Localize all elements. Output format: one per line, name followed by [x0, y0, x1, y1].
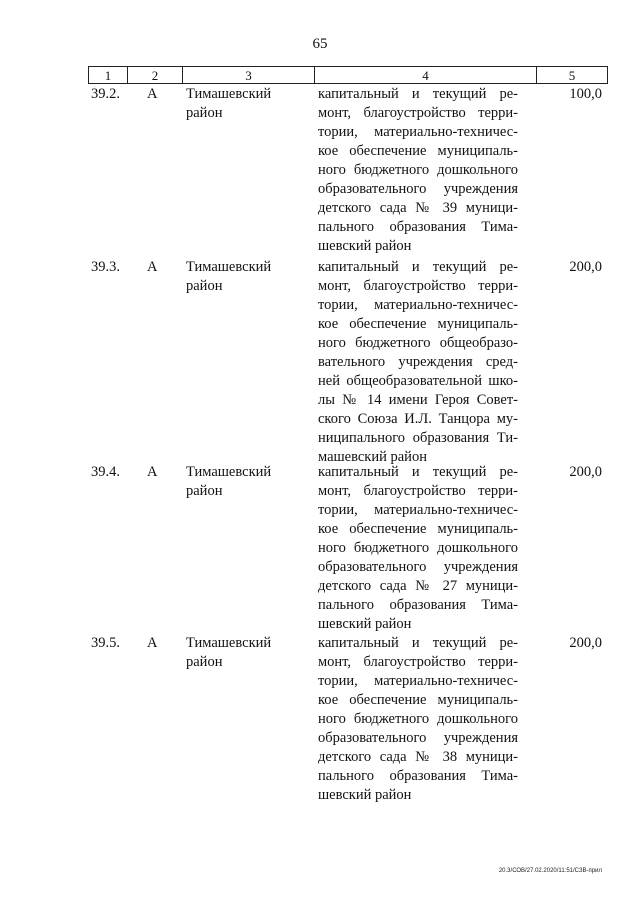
row-category: А — [147, 464, 158, 480]
description-line: ного бюджетного дошкольного — [318, 540, 518, 556]
description-line: тории, материально-техничес- — [318, 297, 518, 313]
description-line: кое обеспечение муниципаль- — [318, 316, 518, 332]
district-line: Тимашевский — [186, 635, 272, 651]
district-line: район — [186, 483, 223, 499]
row-number: 39.5. — [91, 635, 120, 651]
district-line: район — [186, 278, 223, 294]
district-line: район — [186, 654, 223, 670]
description-line: ниципального образования Ти- — [318, 430, 518, 446]
row-district — [186, 463, 296, 501]
header-col-4: 4 — [315, 67, 537, 83]
description-line: детского сада № 39 муници- — [318, 200, 518, 216]
description-line: ней общеобразовательной шко- — [318, 373, 518, 389]
header-col-1: 1 — [89, 67, 128, 83]
description-line: ного бюджетного дошкольного — [318, 711, 518, 727]
description-line: капитальный и текущий ре- — [318, 86, 518, 102]
description-line: кое обеспечение муниципаль- — [318, 143, 518, 159]
row-description — [318, 258, 518, 467]
row-amount: 200,0 — [569, 464, 602, 480]
header-col-5: 5 — [568, 68, 576, 83]
description-line: капитальный и текущий ре- — [318, 259, 518, 275]
row-district — [186, 634, 296, 672]
district-line: Тимашевский — [186, 259, 272, 275]
description-line: кое обеспечение муниципаль- — [318, 692, 518, 708]
row-amount: 100,0 — [569, 86, 602, 102]
table-header — [88, 66, 608, 84]
description-line: пального образования Тима- — [318, 597, 518, 613]
description-line: ского Союза И.Л. Танцора му- — [318, 411, 518, 427]
row-category: А — [147, 259, 158, 275]
description-line: образовательного учреждения — [318, 730, 518, 746]
row-district — [186, 85, 296, 123]
header-col-2: 2 — [128, 67, 183, 83]
description-line: монт, благоустройство терри- — [318, 105, 518, 121]
row-description — [318, 634, 518, 805]
description-line: детского сада № 38 муници- — [318, 749, 518, 765]
page-number: 65 — [312, 36, 328, 52]
row-district — [186, 258, 296, 296]
description-line: детского сада № 27 муници- — [318, 578, 518, 594]
row-number: 39.3. — [91, 259, 120, 275]
row-amount: 200,0 — [569, 635, 602, 651]
description-line: монт, благоустройство терри- — [318, 654, 518, 670]
row-amount: 200,0 — [569, 259, 602, 275]
description-line: тории, материально-техничес- — [318, 124, 518, 140]
row-category: А — [147, 86, 158, 102]
description-line: ного бюджетного общеобразо- — [318, 335, 518, 351]
description-line: шевский район — [318, 238, 412, 254]
description-line: шевский район — [318, 616, 412, 632]
description-line: монт, благоустройство терри- — [318, 483, 518, 499]
description-line: пального образования Тима- — [318, 768, 518, 784]
description-line: образовательного учреждения — [318, 559, 518, 575]
description-line: капитальный и текущий ре- — [318, 464, 518, 480]
document-footer-code: 20.3/СОВ/27.02.2020/11:51/СЗВ-прил — [498, 868, 602, 874]
description-line: капитальный и текущий ре- — [318, 635, 518, 651]
description-line: тории, материально-техничес- — [318, 673, 518, 689]
row-number: 39.2. — [91, 86, 120, 102]
description-line: машевский район — [318, 449, 427, 465]
description-line: лы № 14 имени Героя Совет- — [318, 392, 518, 408]
row-category: А — [147, 635, 158, 651]
row-description — [318, 85, 518, 256]
description-line: вательного учреждения сред- — [318, 354, 518, 370]
district-line: Тимашевский — [186, 86, 272, 102]
district-line: Тимашевский — [186, 464, 272, 480]
row-description — [318, 463, 518, 634]
description-line: пального образования Тима- — [318, 219, 518, 235]
description-line: монт, благоустройство терри- — [318, 278, 518, 294]
header-col-3: 3 — [183, 67, 315, 83]
description-line: шевский район — [318, 787, 412, 803]
description-line: образовательного учреждения — [318, 181, 518, 197]
description-line: ного бюджетного дошкольного — [318, 162, 518, 178]
row-number: 39.4. — [91, 464, 120, 480]
description-line: кое обеспечение муниципаль- — [318, 521, 518, 537]
district-line: район — [186, 105, 223, 121]
description-line: тории, материально-техничес- — [318, 502, 518, 518]
